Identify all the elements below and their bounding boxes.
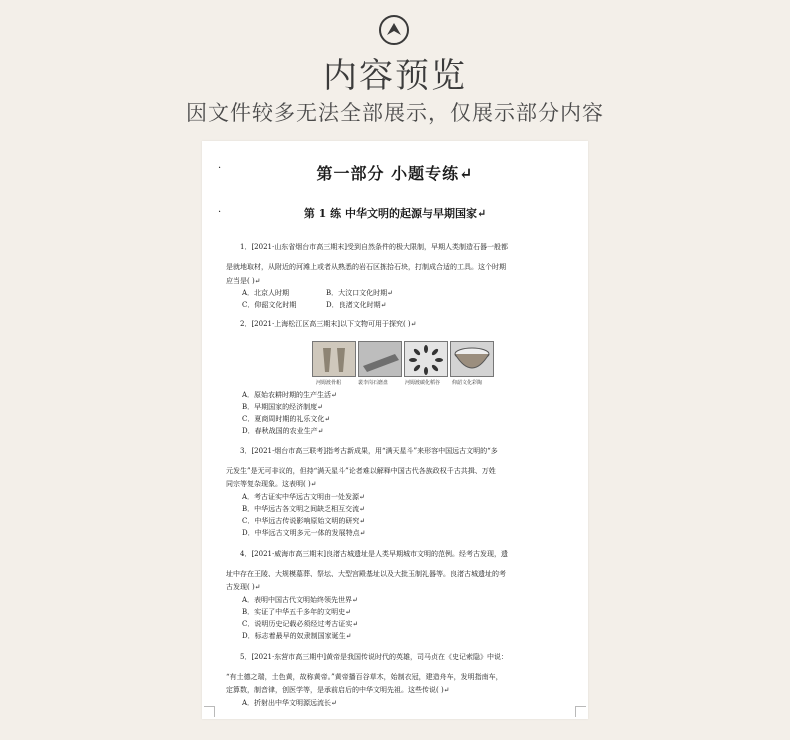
q4-option-b: B．实证了中华五千多年的文明史↵ xyxy=(242,608,352,616)
q4-option-c: C．说明历史记载必须经过考古证实↵ xyxy=(242,620,359,628)
q1-option-a: A．北京人时期 xyxy=(242,289,290,297)
bullet-marker: · xyxy=(218,163,222,174)
section-title: 第 1 练 中华文明的起源与早期国家↵ xyxy=(303,207,487,220)
q2-option-d: D．春秋战国的农业生产↵ xyxy=(242,427,324,435)
q5-stem-line2: “有土德之瑞，土色黄，故称黄帝。”黄帝播百谷草木，始制衣冠，建造舟车，发明指南车， xyxy=(226,673,503,681)
q1-stem-line3: 应当是( )↵ xyxy=(226,277,261,285)
q1-option-b: B．大汶口文化时期↵ xyxy=(326,289,394,297)
painted-pottery-image xyxy=(450,341,494,377)
q1-option-c: C．仰韶文化时期 xyxy=(242,301,297,309)
caption-3: 河姆渡碳化稻谷 xyxy=(405,380,441,386)
carbonized-rice-image xyxy=(404,341,448,377)
q2-option-a: A．原始农耕时期的生产生活↵ xyxy=(242,391,337,399)
q2-option-b: B．早期国家的经济制度↵ xyxy=(242,403,324,411)
page-corner-mark xyxy=(204,706,215,717)
q3-option-d: D．中华远古文明多元一体的发展特点↵ xyxy=(242,529,366,537)
q4-stem-line2: 址中存在王陵、大规模墓葬、祭坛、大型宫殿基址以及大批玉制礼器等。良渚古城遗址的考 xyxy=(226,570,506,578)
q4-stem-line3: 古发现( )↵ xyxy=(226,583,261,591)
q3-option-b: B．中华远古各文明之间缺乏相互交流↵ xyxy=(242,505,366,513)
caption-2: 裴李岗石磨盘 xyxy=(358,380,389,386)
part-title: 第一部分 小题专练↵ xyxy=(316,164,474,183)
q5-stem-line1: 5．[2021·东营市高三期中]黄帝是我国传说时代的英雄，司马贞在《史记索隐》中说： xyxy=(240,653,508,661)
document-preview[interactable] xyxy=(202,141,588,719)
q3-stem-line3: 同宗等复杂现象。这表明( )↵ xyxy=(226,480,317,488)
q4-option-d: D．标志着最早的奴隶制国家诞生↵ xyxy=(242,632,352,640)
q1-stem-line2: 是就地取材，从附近的河滩上或者从熟悉的岩石区拣拾石块，打制成合适的工具。这个时期 xyxy=(226,263,506,271)
up-arrow-circle-icon xyxy=(378,14,410,46)
bone-spade-image xyxy=(312,341,356,377)
caption-4: 仰韶文化彩陶 xyxy=(452,380,483,386)
caption-1: 河姆渡骨耜 xyxy=(316,380,342,386)
q4-stem-line1: 4．[2021·威海市高三期末]良渚古城遗址是人类早期城市文明的范例。经考古发现，遗 xyxy=(240,550,508,558)
page-title: 内容预览 xyxy=(323,56,467,96)
page-corner-mark xyxy=(575,706,586,717)
q3-option-c: C．中华远古传说影响原始文明的研究↵ xyxy=(242,517,366,525)
q5-option-a: A．折射出中华文明源远流长↵ xyxy=(242,699,337,707)
q2-option-c: C．夏商周时期的礼乐文化↵ xyxy=(242,415,331,423)
q5-stem-line3: 定算数，制音律，创医学等，是承前启后的中华文明先祖。这些传说( )↵ xyxy=(226,686,450,694)
bullet-marker: · xyxy=(218,207,222,218)
page-subtitle: 因文件较多无法全部展示，仅展示部分内容 xyxy=(186,101,604,125)
q1-stem-line1: 1．[2021·山东省烟台市高三期末]受到自然条件的极大限制，早期人类制造石器一般都 xyxy=(240,243,508,251)
millstone-image xyxy=(358,341,402,377)
q3-stem-line1: 3．[2021·烟台市高三联考]指考古新成果，用“满天星斗”来形容中国远古文明的“多 xyxy=(240,447,498,455)
q4-option-a: A．表明中国古代文明始终领先世界↵ xyxy=(242,596,358,604)
q3-option-a: A．考古证实中华远古文明由一处发源↵ xyxy=(242,493,365,501)
q1-option-d: D．良渚文化时期↵ xyxy=(326,301,387,309)
q3-stem-line2: 元发生”是无可非议的，但持“满天星斗”论者难以解释中国古代各族政权千古共揖、万姓 xyxy=(226,467,496,475)
q2-stem: 2．[2021·上海松江区高三期末]以下文物可用于探究( )↵ xyxy=(240,320,417,328)
